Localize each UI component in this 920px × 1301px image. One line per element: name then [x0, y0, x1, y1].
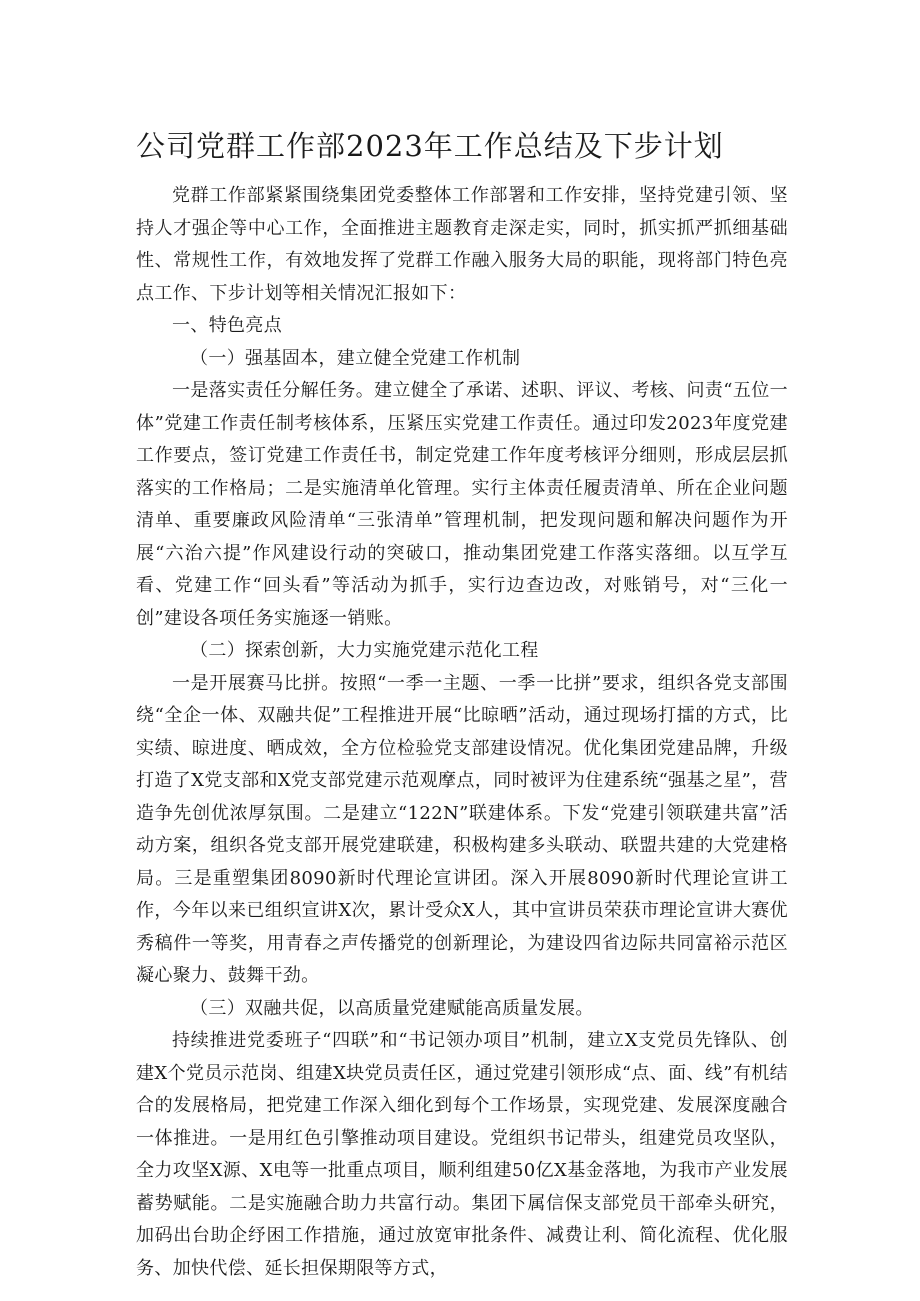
intro-paragraph: 党群工作部紧紧围绕集团党委整体工作部署和工作安排，坚持党建引领、坚持人才强企等中心工作，全面推进主题教育走深走实，同时，抓实抓严抓细基础性、常规性工作，有效地发挥了党群工作融入服务大局的职能，现将部门特色亮点工作、下步计划等相关情况汇报如下： — [136, 185, 788, 304]
subsection-heading-3: （三）双融共促，以高质量党建赋能高质量发展。 — [190, 997, 594, 1019]
paragraph-demonstration: 一是开展赛马比拼。按照“一季一主题、一季一比拼”要求，组织各党支部围绕“全企一体、双融共促”工程推进开展“比晾晒”活动，通过现场打擂的方式，比实绩、晾进度、晒成效，全方位检验党支部建设情况。优化集团党建品牌，升级打造了X党支部和X党支部党建示范观摩点，同时被评为住建系统“强基之星”，营造争先创优浓厚氛围。二是建立“122N”联建体系。下发“党建引领联建共富”活动方案，组织各党支部开展党建联建，积极构建多头联动、联盟共建的大党建格局。三是重塑集团8090新时代理论宣讲团。深入开展8090新时代理论宣讲工作，今年以来已组织宣讲X次，累计受众X人，其中宣讲员荣获市理论宣讲大赛优秀稿件一等奖，用青春之声传播党的创新理论，为建设四省边际共同富裕示范区凝心聚力、鼓舞干劲。 — [136, 672, 788, 986]
subsection-heading-2: （二）探索创新，大力实施党建示范化工程 — [190, 640, 539, 661]
document-body — [136, 180, 788, 1285]
paragraph-integration: 持续推进党委班子“四联”和“书记领办项目”机制，建立X支党员先锋队、创建X个党员示范岗、组建X块党员责任区，通过党建引领形成“点、面、线”有机结合的发展格局，把党建工作深入细化到每个工作场景，实现党建、发展深度融合一体推进。一是用红色引擎推动项目建设。党组织书记带头，组建党员攻坚队，全力攻坚X源、X电等一批重点项目，顺利组建50亿X基金落地，为我市产业发展蓄势赋能。二是实施融合助力共富行动。集团下属信保支部党员干部牵头研究，加码出台助企纾困工作措施，通过放宽审批条件、减费让利、简化流程、优化服务、加快代偿、延长担保期限等方式， — [136, 1030, 788, 1279]
section-heading-highlights: 一、特色亮点 — [172, 315, 283, 336]
paragraph-mechanism: 一是落实责任分解任务。建立健全了承诺、述职、评议、考核、问责“五位一体”党建工作责任制考核体系，压紧压实党建工作责任。通过印发2023年度党建工作要点，签订党建工作责任书，制定党建工作年度考核评分细则，形成层层抓落实的工作格局；二是实施清单化管理。实行主体责任履责清单、所在企业问题清单、重要廉政风险清单“三张清单”管理机制，把发现问题和解决问题作为开展“六治六提”作风建设行动的突破口，推动集团党建工作落实落细。以互学互看、党建工作“回头看”等活动为抓手，实行边查边改，对账销号，对“三化一创”建设各项任务实施逐一销账。 — [136, 380, 788, 629]
subsection-heading-1: （一）强基固本，建立健全党建工作机制 — [190, 347, 521, 369]
document-title: 公司党群工作部2023年工作总结及下步计划 — [136, 129, 724, 163]
